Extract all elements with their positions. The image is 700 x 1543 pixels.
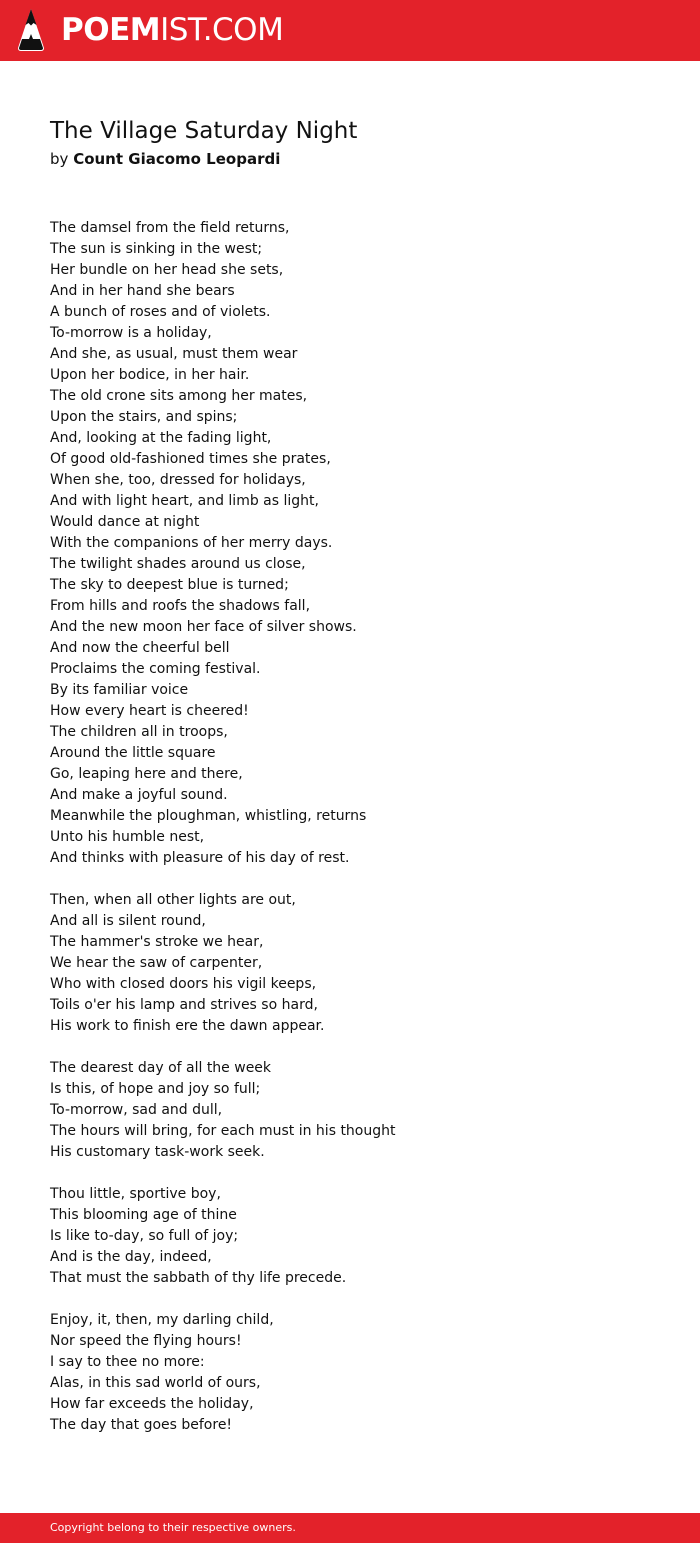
poem-body — [50, 218, 670, 1457]
poem-line: How every heart is cheered! — [50, 703, 249, 719]
byline — [50, 149, 670, 170]
poem-line: From hills and roofs the shadows fall, — [50, 598, 311, 614]
poem-line: And all is silent round, — [50, 913, 206, 929]
site-logo-link[interactable] — [17, 8, 283, 52]
poem-line: When she, too, dressed for holidays, — [50, 472, 306, 488]
poem-line: The hours will bring, for each must in his thought — [50, 1123, 396, 1139]
poem-line: His customary task-work seek. — [50, 1144, 265, 1160]
poem-line: We hear the saw of carpenter, — [50, 955, 263, 971]
poem-line: Thou little, sportive boy, — [50, 1186, 221, 1202]
poem-line: The twilight shades around us close, — [50, 556, 306, 572]
poem-stanza — [50, 1058, 670, 1163]
poem-line: And, looking at the fading light, — [50, 430, 272, 446]
poem-line: Meanwhile the ploughman, whistling, returns — [50, 808, 367, 824]
poem-line: Of good old-fashioned times she prates, — [50, 451, 331, 467]
poem-line: That must the sabbath of thy life precede. — [50, 1270, 347, 1286]
poem-line: And now the cheerful bell — [50, 640, 230, 656]
poem-line: A bunch of roses and of violets. — [50, 304, 271, 320]
poem-line: This blooming age of thine — [50, 1207, 237, 1223]
site-footer — [0, 1513, 700, 1543]
poem-line: The old crone sits among her mates, — [50, 388, 308, 404]
poem-line: And is the day, indeed, — [50, 1249, 212, 1265]
poem-line: By its familiar voice — [50, 682, 189, 698]
poem-line: Toils o'er his lamp and strives so hard, — [50, 997, 318, 1013]
poem-line: And make a joyful sound. — [50, 787, 228, 803]
poem-line: Alas, in this sad world of ours, — [50, 1375, 261, 1391]
pencil-tip-icon — [17, 8, 45, 52]
poem-line: Her bundle on her head she sets, — [50, 262, 284, 278]
poem-line: Is this, of hope and joy so full; — [50, 1081, 261, 1097]
poem-line: To-morrow is a holiday, — [50, 325, 212, 341]
poem-line: And in her hand she bears — [50, 283, 235, 299]
poem-line: Who with closed doors his vigil keeps, — [50, 976, 317, 992]
poem-line: The hammer's stroke we hear, — [50, 934, 264, 950]
site-header — [0, 0, 700, 61]
poem-line: Proclaims the coming festival. — [50, 661, 261, 677]
poem-line: To-morrow, sad and dull, — [50, 1102, 223, 1118]
poem-line: How far exceeds the holiday, — [50, 1396, 254, 1412]
poem-line: And the new moon her face of silver shows. — [50, 619, 357, 635]
poem-line: The sun is sinking in the west; — [50, 241, 263, 257]
poem-line: And thinks with pleasure of his day of rest. — [50, 850, 350, 866]
poem-line: Upon her bodice, in her hair. — [50, 367, 250, 383]
poem-heading — [50, 114, 670, 170]
poem-line: Around the little square — [50, 745, 216, 761]
poem-line: I say to thee no more: — [50, 1354, 205, 1370]
poem-stanza — [50, 218, 670, 869]
poem-line: The dearest day of all the week — [50, 1060, 272, 1076]
poem-stanza — [50, 1310, 670, 1436]
by-label: by — [50, 150, 69, 168]
poem-line: And with light heart, and limb as light, — [50, 493, 319, 509]
poem-line: Upon the stairs, and spins; — [50, 409, 238, 425]
poem-line: Would dance at night — [50, 514, 200, 530]
poem-author: Count Giacomo Leopardi — [73, 150, 281, 168]
poem-line: With the companions of her merry days. — [50, 535, 333, 551]
brand-name-light: IST.COM — [160, 12, 284, 48]
poem-line: Nor speed the flying hours! — [50, 1333, 242, 1349]
poem-title: The Village Saturday Night — [50, 118, 358, 144]
poem-line: Go, leaping here and there, — [50, 766, 243, 782]
poem-line: Enjoy, it, then, my darling child, — [50, 1312, 274, 1328]
poem-line: Then, when all other lights are out, — [50, 892, 296, 908]
poem-line: The day that goes before! — [50, 1417, 233, 1433]
poem-stanza — [50, 1184, 670, 1289]
poem-line: Unto his humble nest, — [50, 829, 205, 845]
poem-stanza — [50, 890, 670, 1037]
poem-line: The children all in troops, — [50, 724, 228, 740]
poem-line: The sky to deepest blue is turned; — [50, 577, 289, 593]
brand-name — [61, 8, 283, 52]
poem-line: And she, as usual, must them wear — [50, 346, 298, 362]
copyright-notice: Copyright belong to their respective owners. — [50, 1521, 296, 1534]
brand-name-bold: POEM — [61, 12, 161, 48]
poem-line: Is like to-day, so full of joy; — [50, 1228, 239, 1244]
poem-line: His work to finish ere the dawn appear. — [50, 1018, 325, 1034]
poem-line: The damsel from the field returns, — [50, 220, 290, 236]
